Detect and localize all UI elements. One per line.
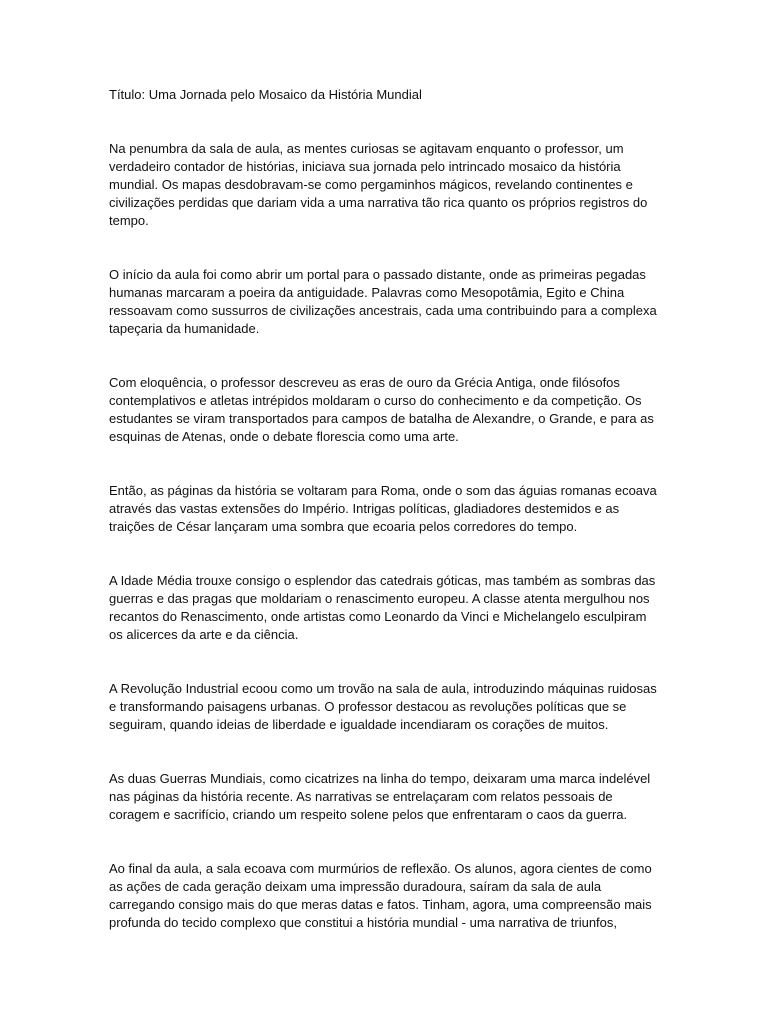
spacer: [109, 230, 661, 266]
document-title: Título: Uma Jornada pelo Mosaico da História Mundial: [109, 87, 422, 102]
paragraph-7: As duas Guerras Mundiais, como cicatrizes na linha do tempo, deixaram uma marca indelével nas páginas da história recente. As narrativas se entrelaçaram com relatos pessoais de coragem e sacrifício, criando um respeito solene pelos que enfrentaram o caos da guerra.: [109, 771, 651, 822]
paragraph-6: A Revolução Industrial ecoou como um trovão na sala de aula, introduzindo máquinas ruidosas e transformando paisagens urbanas. O professor destacou as revoluções políticas que se seguiram, quando ideias de liberdade e igualdade incendiaram os corações de muitos.: [109, 681, 657, 732]
spacer: [109, 824, 661, 860]
spacer: [109, 338, 661, 374]
paragraph-3: Com eloquência, o professor descreveu as eras de ouro da Grécia Antiga, onde filósofos contemplativos e atletas intrépidos moldaram o curso do conhecimento e da competição. Os estudantes se viram transportados para campos de batalha de Alexandre, o Grande, e para as esquinas de Atenas, onde o debate florescia como uma arte.: [109, 375, 654, 444]
paragraph-1: Na penumbra da sala de aula, as mentes curiosas se agitavam enquanto o professor, um verdadeiro contador de histórias, iniciava sua jornada pelo intrincado mosaico da história mundial. Os mapas desdobravam-se como pergaminhos mágicos, revelando continentes e civilizações perdidas que dariam vida a uma narrativa tão rica quanto os próprios registros do tempo.: [109, 141, 648, 228]
spacer: [109, 644, 661, 680]
document-page: [109, 86, 661, 932]
spacer: [109, 446, 661, 482]
spacer: [109, 536, 661, 572]
paragraph-8: Ao final da aula, a sala ecoava com murmúrios de reflexão. Os alunos, agora cientes de como as ações de cada geração deixam uma impressão duradoura, saíram da sala de aula carregando consigo mais do que meras datas e fatos. Tinham, agora, uma compreensão mais profunda do tecido complexo que constitui a história mundial - uma narrativa de triunfos,: [109, 861, 652, 930]
paragraph-4: Então, as páginas da história se voltaram para Roma, onde o som das águias romanas ecoava através das vastas extensões do Império. Intrigas políticas, gladiadores destemidos e as traições de César lançaram uma sombra que ecoaria pelos corredores do tempo.: [109, 483, 657, 534]
spacer: [109, 734, 661, 770]
spacer: [109, 104, 661, 140]
paragraph-5: A Idade Média trouxe consigo o esplendor das catedrais góticas, mas também as sombras das guerras e das pragas que moldariam o renascimento europeu. A classe atenta mergulhou nos recantos do Renascimento, onde artistas como Leonardo da Vinci e Michelangelo esculpiram os alicerces da arte e da ciência.: [109, 573, 656, 642]
paragraph-2: O início da aula foi como abrir um portal para o passado distante, onde as primeiras pegadas humanas marcaram a poeira da antiguidade. Palavras como Mesopotâmia, Egito e China ressoavam como sussurros de civilizações ancestrais, cada uma contribuindo para a complexa tapeçaria da humanidade.: [109, 267, 657, 336]
